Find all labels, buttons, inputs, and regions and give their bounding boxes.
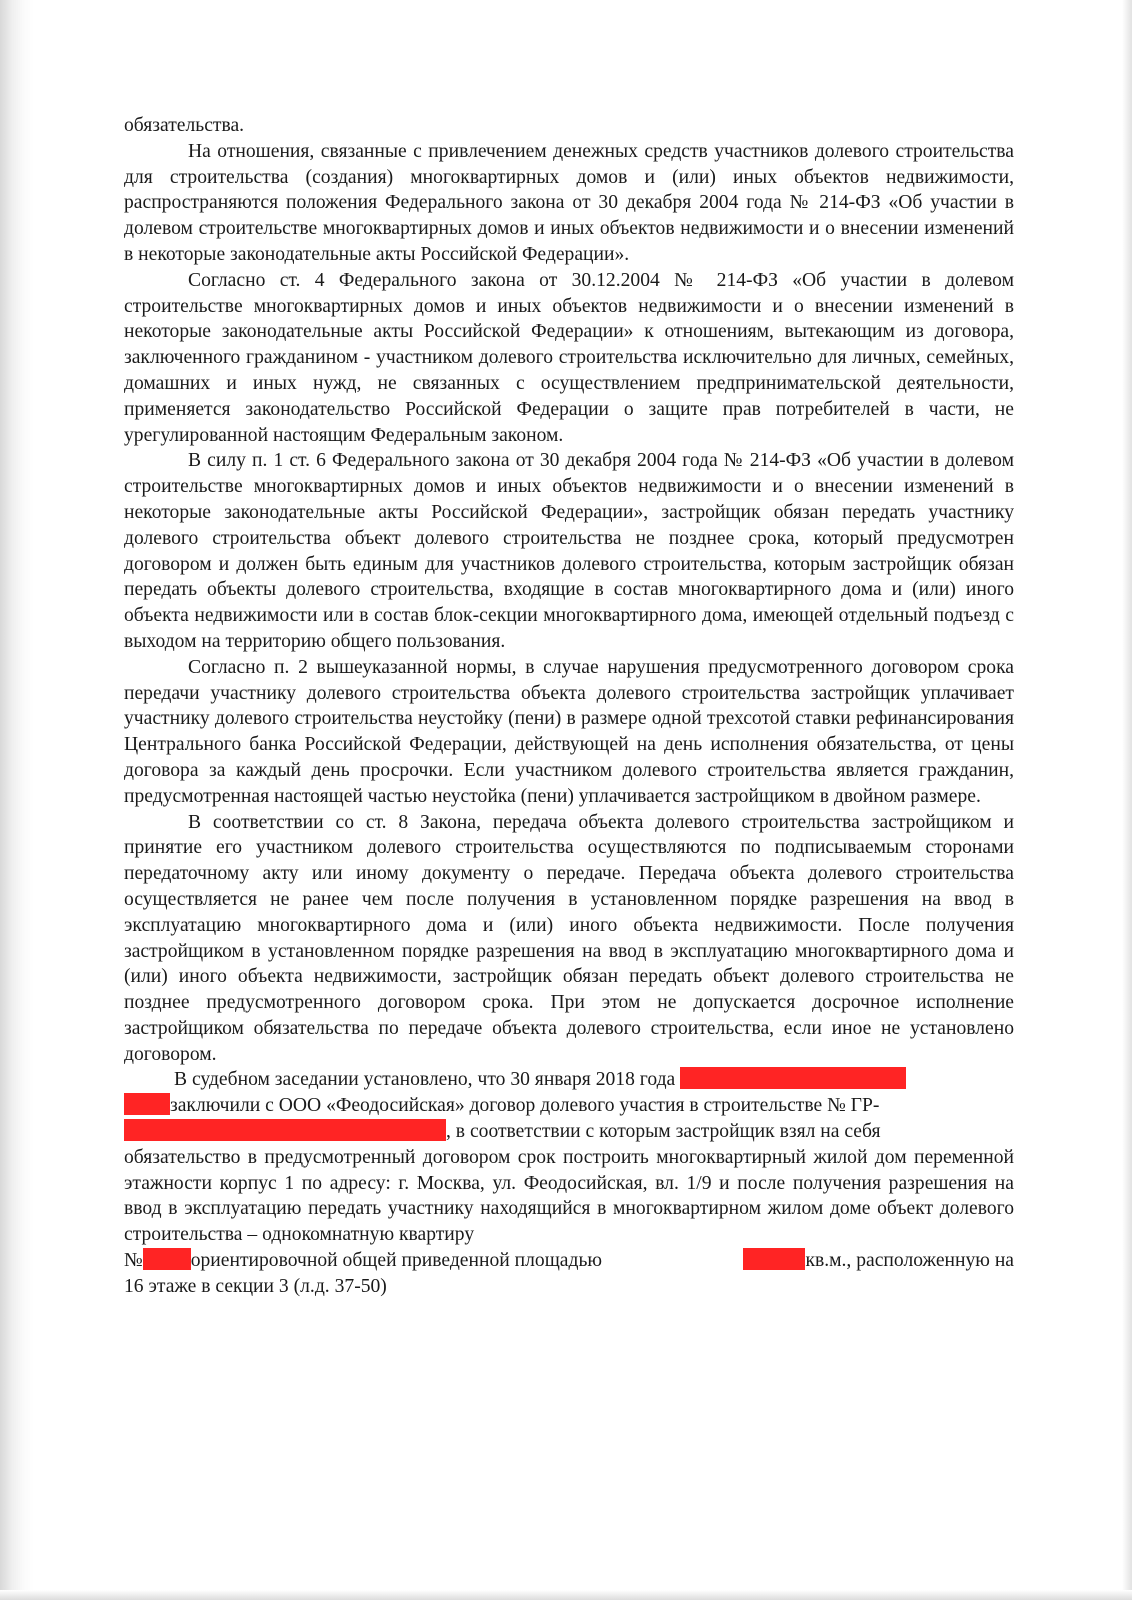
p6-text-1: В судебном заседании установлено, что 30 января 2018 года bbox=[174, 1069, 676, 1091]
p6-text-6: ориентировочной общей приведенной площадью bbox=[190, 1250, 603, 1272]
redaction-name-1 bbox=[680, 1067, 906, 1089]
p6-text-4: обязательство в предусмотренный договором срок построить многоквартирный жилой дом переменной этажности корпус 1 по адресу: г. Москва, ул. Феодосийская, вл. 1/9 и после получения разрешения на ввод в эксплуатацию передать участнику находящийся в многоквартирном жилом доме объект долевого строительства – однокомнатную квартиру bbox=[124, 1146, 1014, 1246]
paragraph-2: Согласно ст. 4 Федерального закона от 30.12.2004 № 214-ФЗ «Об участии в долевом строительстве многоквартирных домов и иных объектов недвижимости и о внесении изменений в некоторые законодательные акты Российской Федерации» к отношениям, вытекающим из договора, заключенного гражданином - участником долевого строительства исключительно для личных, семейных, домашних и иных нужд, не связанных с осуществлением предпринимательской деятельности, применяется законодательство Российской Федерации о защите прав потребителей в части, не урегулированной настоящим Федеральным законом. bbox=[124, 269, 1014, 446]
scan-edge-right bbox=[1122, 0, 1132, 1600]
scan-edge-bottom bbox=[0, 1590, 1132, 1600]
p6-text-2: заключили с ООО «Феодосийская» договор долевого участия в строительстве № ГР- bbox=[170, 1095, 880, 1117]
paragraph-0: обязательства. bbox=[124, 115, 245, 136]
p6-line-3 bbox=[124, 1119, 1014, 1145]
redaction-apartment-number bbox=[143, 1248, 191, 1270]
document-body bbox=[124, 113, 1014, 1300]
paragraph-3: В силу п. 1 ст. 6 Федерального закона от 30 декабря 2004 года № 214-ФЗ «Об участии в долевом строительстве многоквартирных домов и иных объектов недвижимости и о внесении изменений в некоторые законодательные акты Российской Федерации», застройщик обязан передать участнику долевого строительства объект долевого строительства не позднее срока, который предусмотрен договором и должен быть единым для участников долевого строительства, которым застройщик обязан передать объекты долевого строительства, входящие в состав многоквартирного дома и (или) иного объекта недвижимости или в состав блок-секции многоквартирного дома, имеющей отдельный подъезд с выходом на территорию общего пользования. bbox=[124, 450, 1014, 652]
p6-area-group bbox=[743, 1248, 1014, 1274]
p6-line-2 bbox=[124, 1093, 1014, 1119]
p6-text-3: , в соответствии с которым застройщик взял на себя bbox=[446, 1121, 881, 1143]
paragraph-6 bbox=[124, 1067, 1014, 1299]
p6-line-apartment bbox=[124, 1248, 1014, 1274]
p6-text-5: № bbox=[124, 1250, 143, 1272]
p6-line-1 bbox=[124, 1067, 1014, 1093]
p6-text-7: кв.м., расположенную на bbox=[805, 1250, 1014, 1272]
paragraph-1: На отношения, связанные с привлечением денежных средств участников долевого строительства для строительства (создания) многоквартирных домов и (или) иных объектов недвижимости, распространяются положения Федерального закона от 30 декабря 2004 года № 214-ФЗ «Об участии в долевом строительстве многоквартирных домов и иных объектов недвижимости и о внесении изменений в некоторые законодательные акты Российской Федерации». bbox=[124, 140, 1014, 265]
redaction-name-2 bbox=[124, 1093, 170, 1115]
paragraph-4: Согласно п. 2 вышеуказанной нормы, в случае нарушения предусмотренного договором срока передачи участнику долевого строительства объекта долевого строительства застройщик уплачивает участнику долевого строительства неустойку (пени) в размере одной трехсотой ставки рефинансирования Центрального банка Российской Федерации, действующей на день исполнения обязательства, от цены договора за каждый день просрочки. Если участником долевого строительства является гражданин, предусмотренная настоящей частью неустойка (пени) уплачивается застройщиком в двойном размере. bbox=[124, 656, 1014, 807]
redaction-area bbox=[743, 1248, 805, 1270]
scan-edge-left bbox=[0, 0, 34, 1600]
p6-apt-prefix bbox=[124, 1248, 602, 1274]
paragraph-5: В соответствии со ст. 8 Закона, передача объекта долевого строительства застройщиком и принятие его участником долевого строительства осуществляются по подписываемым сторонами передаточному акту или иному документу о передаче. Передача объекта долевого строительства осуществляется не ранее чем после получения в установленном порядке разрешения на ввод в эксплуатацию многоквартирного дома и (или) иного объекта недвижимости. После получения застройщиком в установленном порядке разрешения на ввод в эксплуатацию многоквартирного дома и (или) иного объекта недвижимости, застройщик обязан передать объект долевого строительства не позднее предусмотренного договором срока. При этом не допускается досрочное исполнение застройщиком обязательства по передаче объекта долевого строительства, если иное не установлено договором. bbox=[124, 811, 1014, 1065]
redaction-contract-number bbox=[124, 1119, 446, 1141]
p6-line-last: 16 этаже в секции 3 (л.д. 37-50) bbox=[124, 1275, 387, 1297]
